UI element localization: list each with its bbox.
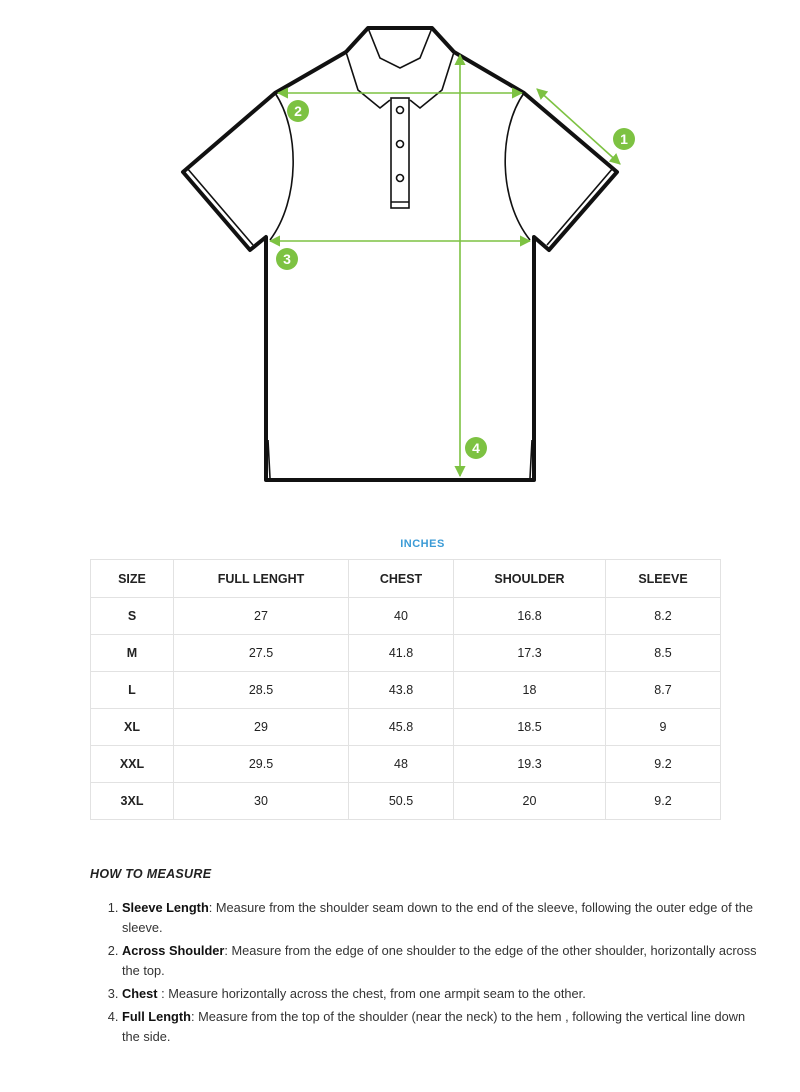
header-sleeve: SLEEVE <box>606 560 721 598</box>
full-length-cell: 29 <box>174 709 349 746</box>
table-row <box>91 783 721 820</box>
step-term: Sleeve Length <box>122 900 209 915</box>
shoulder-cell: 18 <box>454 672 606 709</box>
table-row <box>91 598 721 635</box>
sleeve-cell: 8.7 <box>606 672 721 709</box>
full-length-cell: 30 <box>174 783 349 820</box>
table-row <box>91 746 721 783</box>
callout-4: 4 <box>472 440 480 456</box>
sleeve-cell: 8.5 <box>606 635 721 672</box>
shoulder-cell: 16.8 <box>454 598 606 635</box>
shoulder-cell: 20 <box>454 783 606 820</box>
measure-arrows <box>270 55 620 476</box>
list-item <box>122 941 762 981</box>
polo-shirt-diagram <box>0 0 800 500</box>
shoulder-cell: 17.3 <box>454 635 606 672</box>
sleeve-cell: 9 <box>606 709 721 746</box>
full-length-cell: 28.5 <box>174 672 349 709</box>
size-cell: L <box>91 672 174 709</box>
how-to-measure-list <box>90 898 762 1050</box>
size-cell: 3XL <box>91 783 174 820</box>
size-cell: M <box>91 635 174 672</box>
step-term: Across Shoulder <box>122 943 225 958</box>
header-full-length: FULL LENGHT <box>174 560 349 598</box>
list-item <box>122 1007 762 1047</box>
chest-cell: 50.5 <box>349 783 454 820</box>
table-row <box>91 709 721 746</box>
units-label: INCHES <box>400 538 445 550</box>
chest-cell: 41.8 <box>349 635 454 672</box>
step-text: : Measure horizontally across the chest, from one armpit seam to the other. <box>157 986 586 1001</box>
how-to-measure-title: HOW TO MEASURE <box>90 867 212 881</box>
table-header-row <box>91 560 721 598</box>
shoulder-cell: 19.3 <box>454 746 606 783</box>
callout-2: 2 <box>294 103 302 119</box>
sleeve-cell: 8.2 <box>606 598 721 635</box>
size-chart-table <box>90 559 721 820</box>
size-cell: S <box>91 598 174 635</box>
callout-3: 3 <box>283 251 291 267</box>
table-row <box>91 635 721 672</box>
size-cell: XXL <box>91 746 174 783</box>
header-size: SIZE <box>91 560 174 598</box>
step-text: : Measure from the shoulder seam down to the end of the sleeve, following the outer edge of the sleeve. <box>122 900 753 935</box>
chest-cell: 45.8 <box>349 709 454 746</box>
step-term: Full Length <box>122 1009 191 1024</box>
sleeve-cell: 9.2 <box>606 783 721 820</box>
callout-badges <box>276 100 635 459</box>
table-row <box>91 672 721 709</box>
shirt-outline <box>183 28 617 480</box>
header-chest: CHEST <box>349 560 454 598</box>
header-shoulder: SHOULDER <box>454 560 606 598</box>
sleeve-cell: 9.2 <box>606 746 721 783</box>
step-text: : Measure from the top of the shoulder (near the neck) to the hem , following the vertical line down the side. <box>122 1009 746 1044</box>
list-item <box>122 984 762 1004</box>
shoulder-cell: 18.5 <box>454 709 606 746</box>
size-cell: XL <box>91 709 174 746</box>
chest-cell: 40 <box>349 598 454 635</box>
step-text: : Measure from the edge of one shoulder to the edge of the other shoulder, horizontally across the top. <box>122 943 757 978</box>
full-length-cell: 27 <box>174 598 349 635</box>
chest-cell: 48 <box>349 746 454 783</box>
list-item <box>122 898 762 938</box>
chest-cell: 43.8 <box>349 672 454 709</box>
full-length-cell: 29.5 <box>174 746 349 783</box>
full-length-cell: 27.5 <box>174 635 349 672</box>
step-term: Chest <box>122 986 158 1001</box>
callout-1: 1 <box>620 131 628 147</box>
